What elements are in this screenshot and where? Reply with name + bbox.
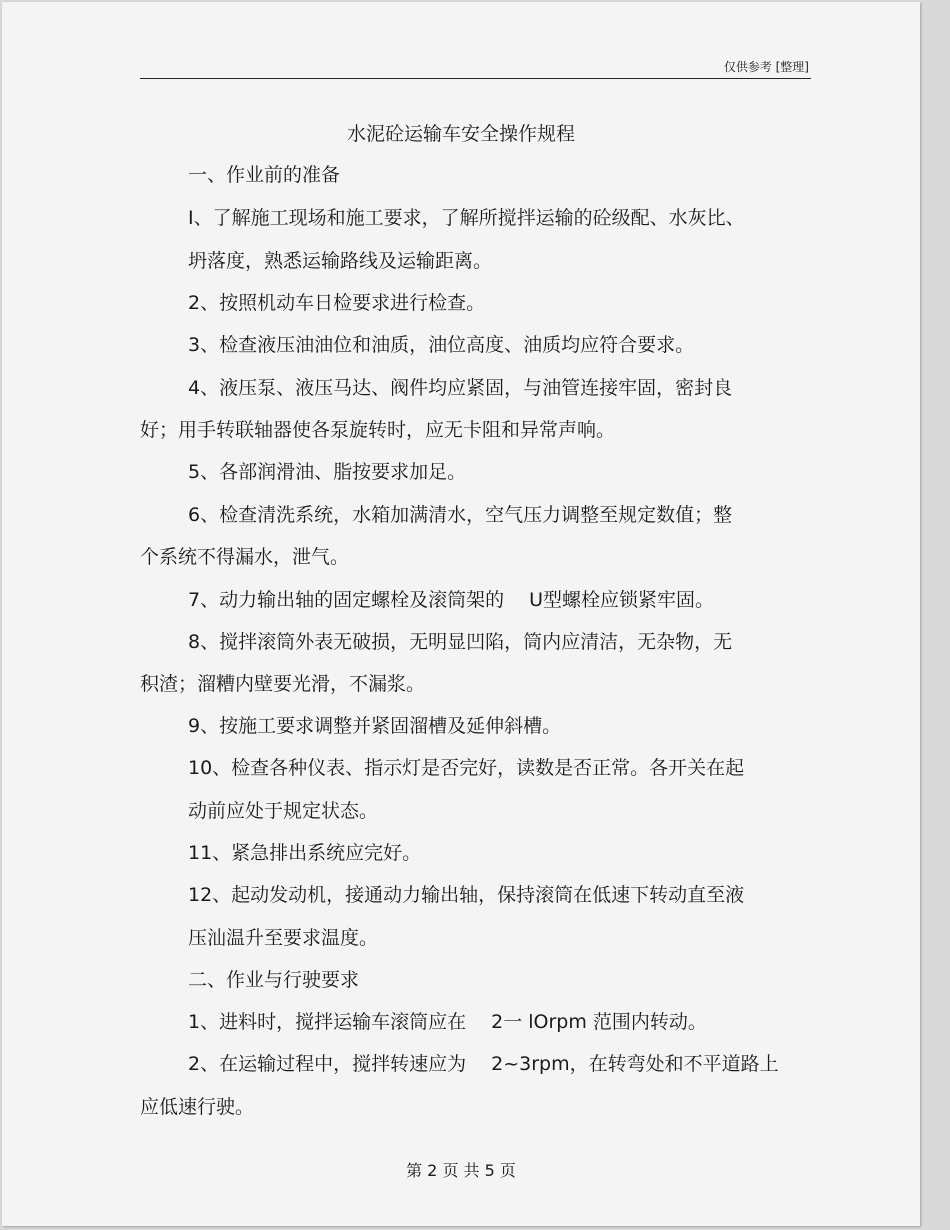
paragraph-line: 积渣；溜糟内壁要光滑，不漏浆。 [140, 673, 426, 695]
header-divider [140, 78, 811, 79]
paragraph-line: 好；用手转联轴器使各泵旋转时，应无卡阻和异常声响。 [140, 419, 616, 441]
section-heading-1: 一、作业前的准备 [188, 164, 341, 186]
paragraph-line: 8、搅拌滚筒外表无破损，无明显凹陷，筒内应清洁，无杂物，无 [188, 631, 733, 653]
document-title: 水泥砼运输车安全操作规程 [346, 123, 575, 145]
paragraph-line: 12、起动发动机，接通动力输出轴，保持滚筒在低速下转动直至液 [188, 884, 745, 906]
paragraph-line: 动前应处于规定状态。 [188, 800, 379, 822]
paragraph-line: 个系统不得漏水，泄气。 [140, 546, 350, 568]
paragraph-line: I、了解施工现场和施工要求，了解所搅拌运输的砼级配、水灰比、 [188, 207, 745, 229]
paragraph-line: 2、在运输过程中，搅拌转速应为 2~3rpm，在转弯处和不平道路上 [188, 1053, 779, 1075]
paragraph-line: 9、按施工要求调整并紧固溜槽及延伸斜槽。 [188, 715, 562, 737]
paragraph-line: 7、动力输出轴的固定螺栓及滚筒架的 U型螺栓应锁紧牢固。 [188, 589, 715, 611]
paragraph-line: 压汕温升至要求温度。 [188, 927, 379, 949]
section-heading-2: 二、作业与行驶要求 [188, 969, 360, 991]
paragraph-line: 应低速行驶。 [140, 1096, 255, 1118]
header-note: 仅供参考 [整理] [723, 60, 809, 74]
paragraph-line: 10、检查各种仪表、指示灯是否完好，读数是否正常。各开关在起 [188, 757, 745, 779]
paragraph-line: 5、各部润滑油、脂按要求加足。 [188, 461, 467, 483]
paragraph-line: 11、紧急排出系统应完好。 [188, 842, 422, 864]
paragraph-line: 3、检查液压油油位和油质，油位高度、油质均应符合要求。 [188, 334, 695, 356]
document-page [2, 2, 920, 1226]
paragraph-line: 4、液压泵、液压马达、阀件均应紧固，与油管连接牢固，密封良 [188, 377, 733, 399]
paragraph-line: 6、检查清洗系统，水箱加满清水，空气压力调整至规定数值；整 [188, 504, 733, 526]
paragraph-line: 2、按照机动车日检要求进行检查。 [188, 292, 486, 314]
paragraph-line: 1、进料时，搅拌运输车滚筒应在 2一 lOrpm 范围内转动。 [188, 1011, 707, 1033]
page-footer: 第 2 页 共 5 页 [406, 1161, 516, 1180]
paragraph-line: 坍落度，熟悉运输路线及运输距离。 [188, 250, 493, 272]
